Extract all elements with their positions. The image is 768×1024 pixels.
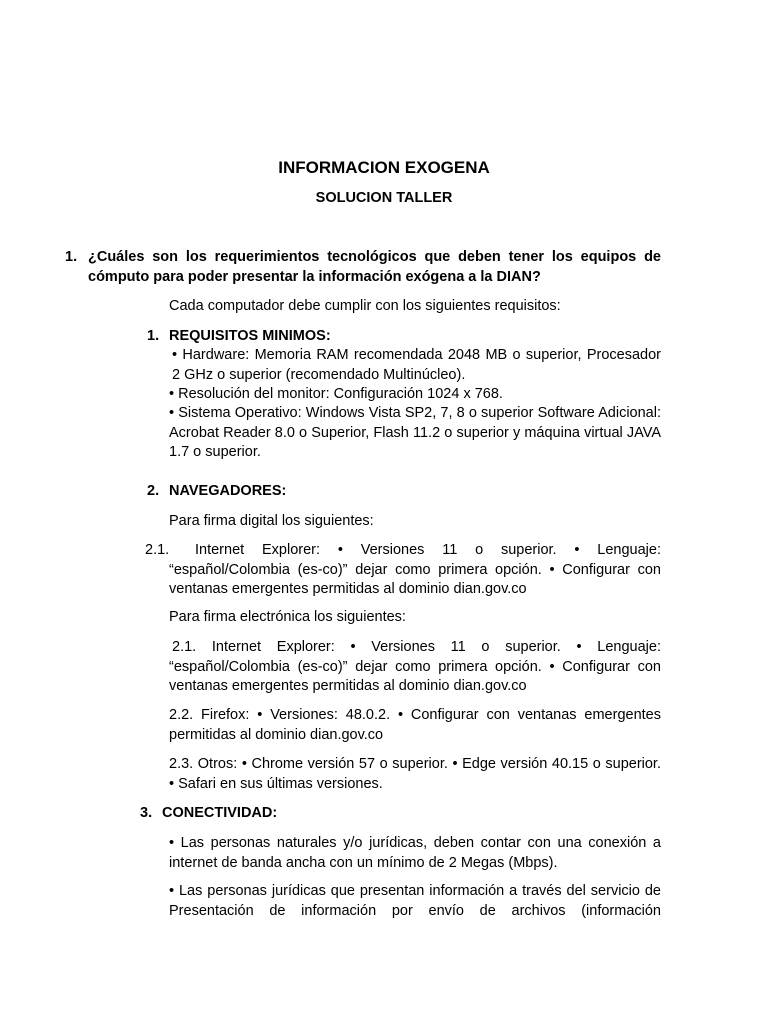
document-subtitle: SOLUCION TALLER [315,190,453,206]
section-conectividad-number: 3. [140,805,153,821]
requisitos-sistema: • Sistema Operativo: Windows Vista SP2, 7, 8 o superior Software Adicional: Acrobat Reader 8.0 o Superior, Flash 11.2 o superior y máquina virtual JAVA 1.7 o superior. [169,405,661,460]
firma-digital-ie: Internet Explorer: • Versiones 11 o superior. • Lenguaje: “español/Colombia (es-co)” dejar como primera opción. • Configurar con ventanas emergentes permitidas al dominio dian.gov.co [169,542,661,597]
question-number: 1. [65,249,78,265]
intro-text: Cada computador debe cumplir con los siguientes requisitos: [169,298,561,314]
otros-navegadores: 2.3. Otros: • Chrome versión 57 o superior. • Edge versión 40.15 o superior. • Safari en sus últimas versiones. [169,756,661,792]
firma-electronica-intro: Para firma electrónica los siguientes: [169,609,406,625]
section-navegadores-number: 2. [147,483,160,499]
firefox-requisitos: 2.2. Firefox: • Versiones: 48.0.2. • Configurar con ventanas emergentes permitidas al dominio dian.gov.co [169,707,661,743]
section-conectividad-title: CONECTIVIDAD: [162,805,278,821]
conectividad-juridicas: • Las personas jurídicas que presentan información a través del servicio de Presentación de información por envío de archivos (información [169,883,661,919]
firma-electronica-ie: 2.1. Internet Explorer: • Versiones 11 o superior. • Lenguaje: “español/Colombia (es-co)” dejar como primera opción. • Configurar con ventanas emergentes permitidas al dominio dian.gov.co [169,639,661,694]
section-navegadores-title: NAVEGADORES: [169,483,287,499]
question-text: ¿Cuáles son los requerimientos tecnológicos que deben tener los equipos de cómputo para poder presentar la información exógena a la DIAN? [88,249,661,285]
firma-digital-number: 2.1. [145,542,170,558]
section-requisitos-number: 1. [147,328,160,344]
requisitos-hardware: • Hardware: Memoria RAM recomendada 2048 MB o superior, Procesador 2 GHz o superior (recomendado Multinúcleo). [172,347,661,383]
document-title: INFORMACION EXOGENA [278,158,490,177]
section-requisitos-title: REQUISITOS MINIMOS: [169,328,331,344]
conectividad-naturales: • Las personas naturales y/o jurídicas, deben contar con una conexión a internet de banda ancha con un mínimo de 2 Megas (Mbps). [169,835,661,871]
requisitos-resolucion: • Resolución del monitor: Configuración 1024 x 768. [169,386,503,402]
firma-digital-intro: Para firma digital los siguientes: [169,513,374,529]
